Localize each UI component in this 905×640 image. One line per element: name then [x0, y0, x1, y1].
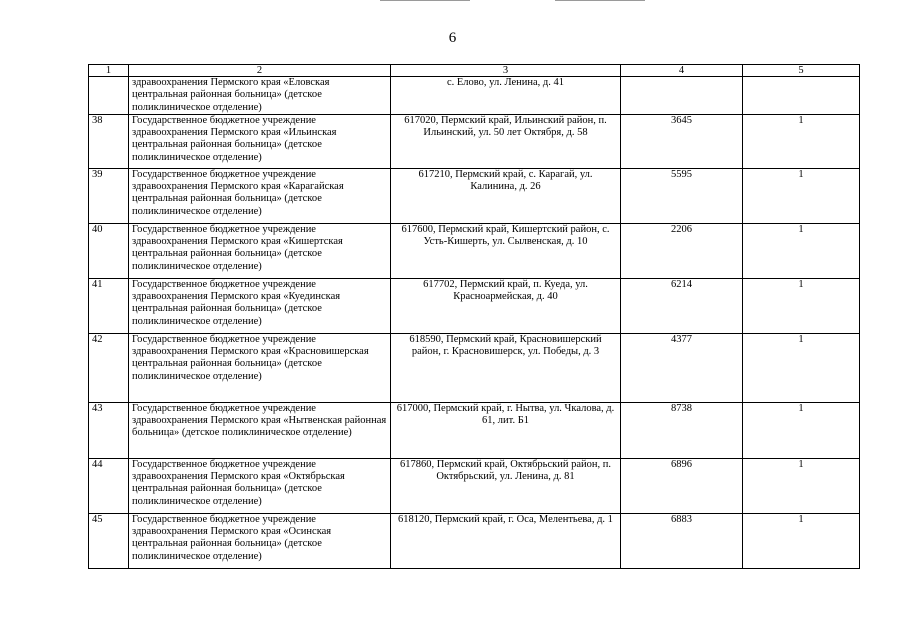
- row-number: 38: [89, 114, 129, 168]
- row-number: 42: [89, 333, 129, 402]
- column-header-5: 5: [743, 65, 860, 77]
- row-number: 40: [89, 223, 129, 278]
- table-row: [89, 168, 860, 223]
- row-number: 43: [89, 402, 129, 458]
- unit-quantity: 1: [743, 333, 860, 402]
- population-count: 5595: [621, 168, 743, 223]
- institution-address: с. Елово, ул. Ленина, д. 41: [391, 77, 621, 115]
- institution-name: здравоохранения Пермского края «Еловская центральная районная больница» (детское поликлиническое отделение): [129, 77, 391, 115]
- table-row: [89, 223, 860, 278]
- table-row: [89, 77, 860, 115]
- population-count: [621, 77, 743, 115]
- table-row: [89, 513, 860, 568]
- institution-name: Государственное бюджетное учреждение здравоохранения Пермского края «Куединская центральная районная больница» (детское поликлиническое отделение): [129, 278, 391, 333]
- institution-address: 617600, Пермский край, Кишертский район, с. Усть-Кишерть, ул. Сылвенская, д. 10: [391, 223, 621, 278]
- scan-artifact-line: [555, 0, 645, 1]
- institution-address: 617210, Пермский край, с. Карагай, ул. Калинина, д. 26: [391, 168, 621, 223]
- institution-name: Государственное бюджетное учреждение здравоохранения Пермского края «Нытвенская районная больница» (детское поликлиническое отделение): [129, 402, 391, 458]
- institution-address: 618120, Пермский край, г. Оса, Мелентьева, д. 1: [391, 513, 621, 568]
- institution-name: Государственное бюджетное учреждение здравоохранения Пермского края «Ильинская центральная районная больница» (детское поликлиническое отделение): [129, 114, 391, 168]
- population-count: 4377: [621, 333, 743, 402]
- scan-artifact-line: [380, 0, 470, 1]
- row-number: 39: [89, 168, 129, 223]
- institution-name: Государственное бюджетное учреждение здравоохранения Пермского края «Красновишерская центральная районная больница» (детское поликлиническое отделение): [129, 333, 391, 402]
- institutions-table: [88, 64, 860, 569]
- institution-name: Государственное бюджетное учреждение здравоохранения Пермского края «Кишертская центральная районная больница» (детское поликлиническое отделение): [129, 223, 391, 278]
- unit-quantity: 1: [743, 458, 860, 513]
- page-number: 6: [448, 30, 457, 46]
- table-row: [89, 114, 860, 168]
- unit-quantity: 1: [743, 402, 860, 458]
- population-count: 6883: [621, 513, 743, 568]
- column-header-1: 1: [89, 65, 129, 77]
- institution-address: 617000, Пермский край, г. Нытва, ул. Чкалова, д. 61, лит. Б1: [391, 402, 621, 458]
- column-header-3: 3: [391, 65, 621, 77]
- row-number: 41: [89, 278, 129, 333]
- table-row: [89, 278, 860, 333]
- column-header-2: 2: [129, 65, 391, 77]
- row-number: 44: [89, 458, 129, 513]
- table-row: [89, 458, 860, 513]
- institution-address: 617702, Пермский край, п. Куеда, ул. Красноармейская, д. 40: [391, 278, 621, 333]
- institution-name: Государственное бюджетное учреждение здравоохранения Пермского края «Карагайская центральная районная больница» (детское поликлиническое отделение): [129, 168, 391, 223]
- unit-quantity: 1: [743, 278, 860, 333]
- row-number: [89, 77, 129, 115]
- population-count: 8738: [621, 402, 743, 458]
- population-count: 6896: [621, 458, 743, 513]
- institution-address: 617020, Пермский край, Ильинский район, п. Ильинский, ул. 50 лет Октября, д. 58: [391, 114, 621, 168]
- unit-quantity: 1: [743, 114, 860, 168]
- column-header-4: 4: [621, 65, 743, 77]
- table-header-row: [89, 65, 860, 77]
- population-count: 3645: [621, 114, 743, 168]
- population-count: 2206: [621, 223, 743, 278]
- institution-name: Государственное бюджетное учреждение здравоохранения Пермского края «Осинская центральная районная больница» (детское поликлиническое отделение): [129, 513, 391, 568]
- table-row: [89, 333, 860, 402]
- unit-quantity: 1: [743, 513, 860, 568]
- unit-quantity: 1: [743, 223, 860, 278]
- unit-quantity: [743, 77, 860, 115]
- unit-quantity: 1: [743, 168, 860, 223]
- table-row: [89, 402, 860, 458]
- institution-address: 617860, Пермский край, Октябрьский район, п. Октябрьский, ул. Ленина, д. 81: [391, 458, 621, 513]
- institution-address: 618590, Пермский край, Красновишерский район, г. Красновишерск, ул. Победы, д. 3: [391, 333, 621, 402]
- row-number: 45: [89, 513, 129, 568]
- population-count: 6214: [621, 278, 743, 333]
- institution-name: Государственное бюджетное учреждение здравоохранения Пермского края «Октябрьская центральная районная больница» (детское поликлиническое отделение): [129, 458, 391, 513]
